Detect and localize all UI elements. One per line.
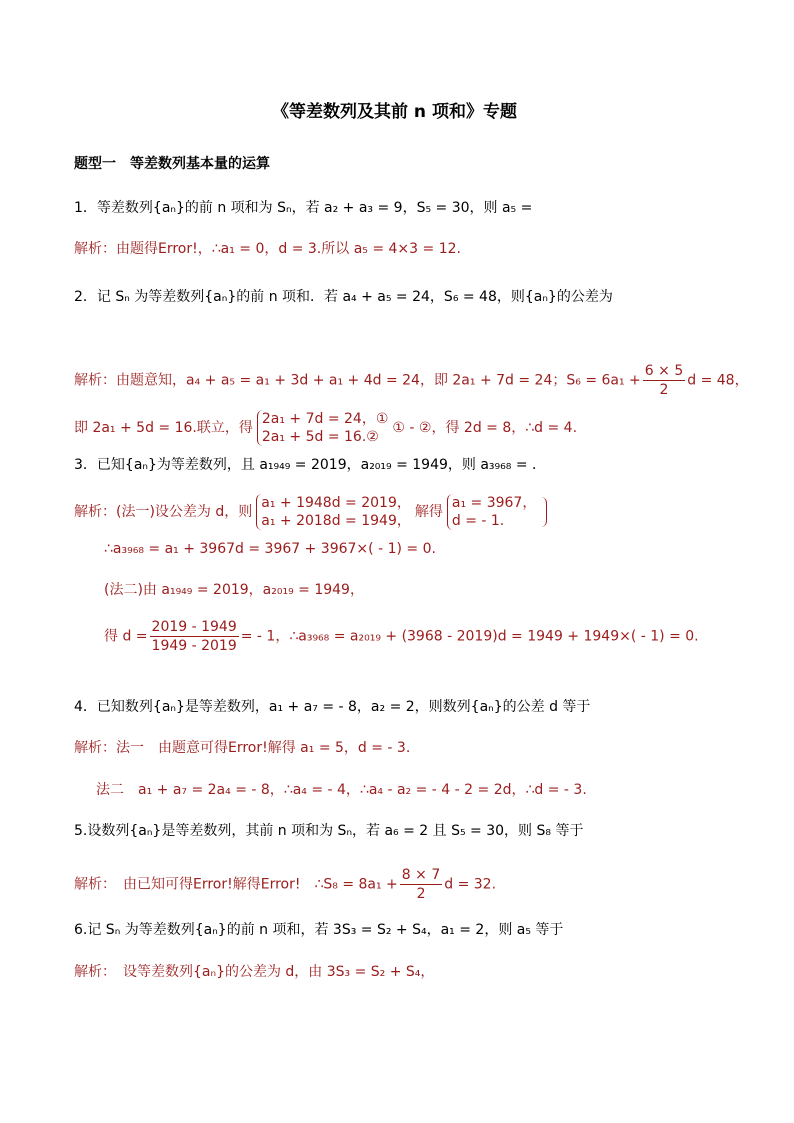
answer-2-text-c: 即 2a₁ + 5d = 16.联立，得 [74, 420, 253, 436]
solution-1: a₁ = 3967， [451, 495, 537, 511]
question-6: 6.记 Sₙ 为等差数列{aₙ}的前 n 项和，若 3S₃ = S₂ + S₄，a₁ = 2，则 a₅ 等于 [74, 922, 564, 938]
equation-system [256, 494, 411, 530]
answer-3-line-4 [104, 618, 699, 655]
answer-2-text-b: d = 48， [687, 372, 749, 389]
fraction-denominator: 2 [416, 886, 426, 902]
solution-2: d = - 1. [451, 513, 505, 529]
question-5: 5.设数列{aₙ}是等差数列，其前 n 项和为 Sₙ，若 a₆ = 2 且 S₅ = 30，则 S₈ 等于 [74, 823, 584, 839]
section-heading: 题型一 等差数列基本量的运算 [74, 156, 270, 172]
fraction-numerator: 6 × 5 [644, 363, 684, 379]
system-equation-2: 2a₁ + 5d = 16.② [261, 429, 379, 445]
answer-1: 解析：由题得Error!，∴a₁ = 0，d = 3.所以 a₅ = 4×3 = 12. [74, 241, 461, 257]
question-2: 2．记 Sₙ 为等差数列{aₙ}的前 n 项和．若 a₄ + a₅ = 24，S₆ = 48，则{aₙ}的公差为 [74, 289, 613, 305]
answer-3-fraction [150, 618, 239, 655]
answer-6: 解析： 设等差数列{aₙ}的公差为 d，由 3S₃ = S₂ + S₄， [74, 964, 435, 980]
fraction-numerator: 8 × 7 [401, 867, 441, 883]
answer-2-line-1 [74, 362, 749, 399]
question-4: 4．已知数列{aₙ}是等差数列，a₁ + a₇ = - 8，a₂ = 2，则数列{aₙ}的公差 d 等于 [74, 699, 591, 715]
answer-3-line-2: ∴a₃₉₆₈ = a₁ + 3967d = 3967 + 3967×( - 1) = 0. [104, 541, 436, 557]
fraction-numerator: 2019 - 1949 [151, 619, 237, 635]
answer-3-line-1 [74, 494, 551, 530]
question-3: 3．已知{aₙ}为等差数列，且 a₁₉₄₉ = 2019，a₂₀₁₉ = 1949，则 a₃₉₆₈ = ． [74, 457, 547, 473]
solution-system [447, 494, 536, 530]
system-equation-2: a₁ + 2018d = 1949， [261, 513, 411, 529]
answer-5 [74, 866, 496, 903]
answer-2-text-d: ① - ②，得 2d = 8，∴d = 4. [392, 420, 578, 436]
equation-system [257, 410, 389, 446]
right-bracket [540, 497, 547, 527]
answer-4-line-1: 解析：法一 由题意可得Error!解得 a₁ = 5，d = - 3. [74, 740, 411, 756]
answer-5-fraction [400, 866, 442, 903]
answer-2-fraction [643, 362, 685, 399]
fraction-denominator: 2 [659, 382, 669, 398]
answer-3-line-3: (法二)由 a₁₉₄₉ = 2019，a₂₀₁₉ = 1949， [104, 582, 364, 598]
answer-3-text-a: 解析：(法一)设公差为 d，则 [74, 504, 253, 520]
page-title: 《等差数列及其前 n 项和》专题 [272, 102, 517, 122]
question-1: 1．等差数列{aₙ}的前 n 项和为 Sₙ，若 a₂ + a₃ = 9，S₅ = 30，则 a₅ = [74, 200, 533, 216]
answer-3-text-b: 解得 [414, 504, 443, 520]
system-equation-1: 2a₁ + 7d = 24，① [261, 411, 389, 427]
answer-2-line-2 [74, 410, 577, 446]
answer-5-text-b: d = 32. [444, 876, 497, 893]
answer-3-text-c: 得 d = [104, 628, 148, 645]
answer-5-text-a: 解析： 由已知可得Error!解得Error! ∴S₈ = 8a₁ + [74, 876, 398, 893]
answer-4-line-2: 法二 a₁ + a₇ = 2a₄ = - 8，∴a₄ = - 4，∴a₄ - a₂ = - 4 - 2 = 2d，∴d = - 3. [96, 782, 587, 798]
system-equation-1: a₁ + 1948d = 2019， [261, 495, 411, 511]
fraction-denominator: 1949 - 2019 [151, 638, 237, 654]
answer-3-text-d: = - 1，∴a₃₉₆₈ = a₂₀₁₉ + (3968 - 2019)d = 1949 + 1949×( - 1) = 0. [240, 628, 699, 645]
answer-2-text-a: 解析：由题意知，a₄ + a₅ = a₁ + 3d + a₁ + 4d = 24，即 2a₁ + 7d = 24；S₆ = 6a₁ + [74, 372, 641, 389]
